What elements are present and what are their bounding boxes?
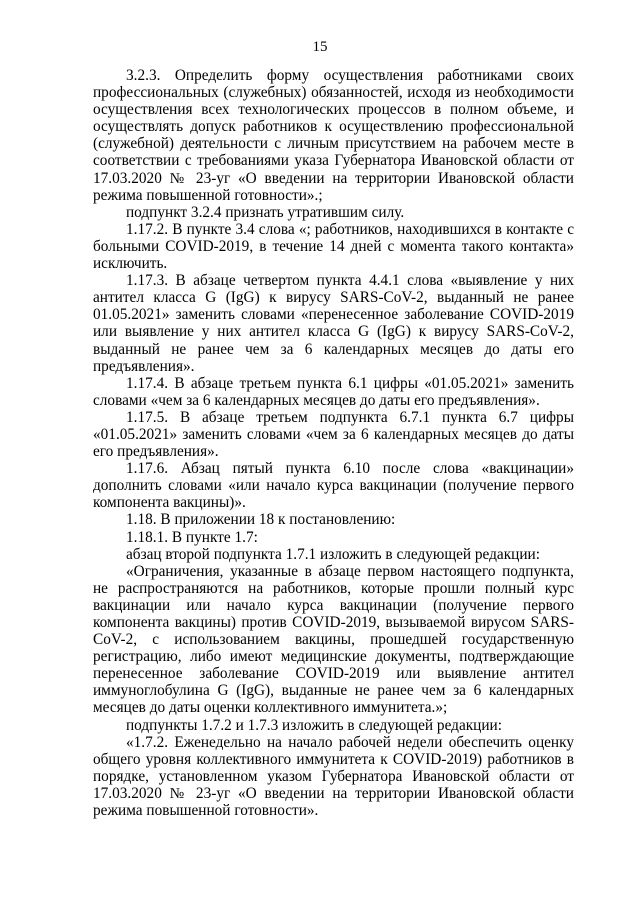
page-number: 15 xyxy=(312,39,328,55)
paragraph-1-17-3: 1.17.3. В абзаце четвертом пункта 4.4.1 слова «выявление у них антител класса G (IgG) к вирусу SARS-CoV-2, выданный не ранее 01.05.2021» заменить словами «перенесенное заболевание COVID-2019 или выявление у них антител класса G (IgG) к вирусу SARS-CoV-2, выданный не ранее чем за 6 календарных месяцев до даты его предъявления». xyxy=(93,272,574,375)
paragraph-1-7-2-intro: подпункты 1.7.2 и 1.7.3 изложить в следующей редакции: xyxy=(126,716,502,734)
paragraph-1-7-1-intro: абзац второй подпункта 1.7.1 изложить в следующей редакции: xyxy=(126,545,540,563)
paragraph-3-2-4: подпункт 3.2.4 признать утратившим силу. xyxy=(126,203,405,221)
document-body xyxy=(93,67,574,819)
paragraph-1-17-4: 1.17.4. В абзаце третьем пункта 6.1 цифры «01.05.2021» заменить словами «чем за 6 календарных месяцев до даты его предъявления». xyxy=(93,374,574,409)
paragraph-1-18: 1.18. В приложении 18 к постановлению: xyxy=(126,511,396,529)
paragraph-1-7-1-text: «Ограничения, указанные в абзаце первом настоящего подпункта, не распространяются на работников, которые прошли полный курс вакцинации или начало курса вакцинации (получение первого компонента вакцины) против COVID-2019, вызываемой вирусом SARS-CoV-2, с использованием вакцины, прошедшей государственную регистрацию, либо имеют медицинские документы, подтверждающие перенесенное заболевание COVID-2019 или выявление антител иммуноглобулина G (IgG), выданные не ранее чем за 6 календарных месяцев до даты оценки коллективного иммунитета.»; xyxy=(93,562,574,717)
paragraph-1-18-1: 1.18.1. В пункте 1.7: xyxy=(126,528,258,546)
paragraph-1-7-2-text: «1.7.2. Еженедельно на начало рабочей недели обеспечить оценку общего уровня коллективного иммунитета к COVID-2019) работников в порядке, установленном указом Губернатора Ивановской области от 17.03.2020 № 23-уг «О введении на территории Ивановской области режима повышенной готовности». xyxy=(93,733,574,820)
paragraph-1-17-6: 1.17.6. Абзац пятый пункта 6.10 после слова «вакцинации» дополнить словами «или начало курса вакцинации (получение первого компонента вакцины)». xyxy=(93,460,574,512)
paragraph-1-17-2: 1.17.2. В пункте 3.4 слова «; работников, находившихся в контакте с больными COVID-2019, в течение 14 дней с момента такого контакта» исключить. xyxy=(93,220,574,273)
paragraph-3-2-3: 3.2.3. Определить форму осуществления работниками своих профессиональных (служебных) обязанностей, исходя из необходимости осуществления всех технологических процессов в полном объеме, и осуществлять допуск работников к осуществлению профессиональной (служебной) деятельности с личным присутствием на рабочем месте в соответствии с требованиями указа Губернатора Ивановской области от 17.03.2020 № 23-уг «О введении на территории Ивановской области режима повышенной готовности».; xyxy=(93,67,574,204)
paragraph-1-17-5: 1.17.5. В абзаце третьем подпункта 6.7.1 пункта 6.7 цифры «01.05.2021» заменить словами «чем за 6 календарных месяцев до даты его предъявления». xyxy=(93,408,574,461)
